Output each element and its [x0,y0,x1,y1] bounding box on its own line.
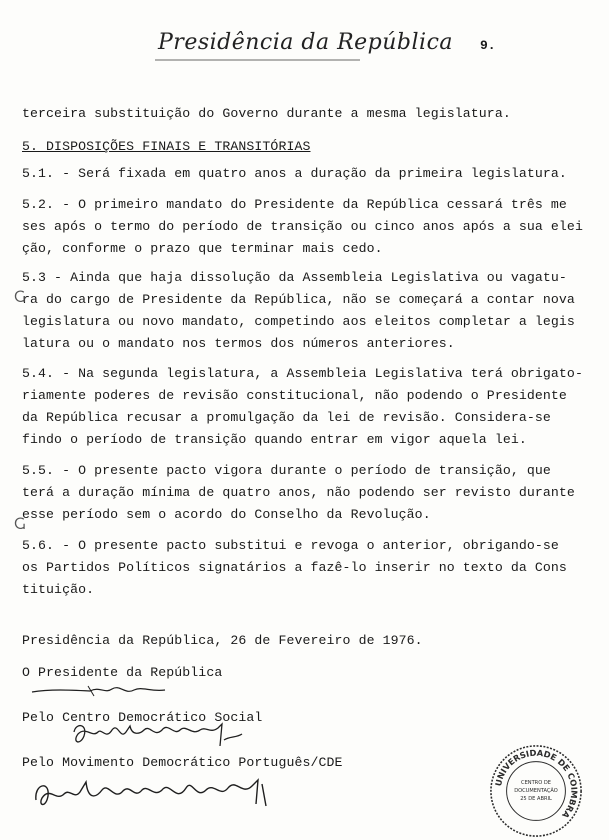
clause-5-3-line-4: latura ou o mandato nos termos dos números anteriores. [22,336,455,351]
date-line: Presidência da República, 26 de Fevereiro de 1976. [22,633,423,648]
clause-5-5-line-1: 5.5. - O presente pacto vigora durante o período de transição, que [22,463,551,478]
clause-5-4-line-4: findo o período de transição quando entrar em vigor aquela lei. [22,432,527,447]
section-heading: 5. DISPOSIÇÕES FINAIS E TRANSITÓRIAS [22,139,311,154]
clause-5-1: 5.1. - Será fixada em quatro anos a duração da primeira legislatura. [22,166,567,181]
clause-5-3-line-1: 5.3 - Ainda que haja dissolução da Assembleia Legislativa ou vagatu- [22,270,567,285]
archive-stamp [487,742,585,840]
letterhead-title: Presidência da República [158,30,454,55]
cds-signature [70,718,250,752]
signatory-mdp-label: Pelo Movimento Democrático Português/CDE [22,755,343,770]
clause-5-2-line-3: ção, conforme o prazo que terminar mais cedo. [22,241,383,256]
clause-5-3-line-3: legislatura ou novo mandato, competindo aos eleitos completar a legis [22,314,575,329]
text-line: terceira substituição do Governo durante a mesma legislatura. [22,106,511,121]
clause-5-4-line-2: riamente poderes de revisão constitucional, não podendo o Presidente [22,388,567,403]
stamp-center-line-3: 25 DE ABRIL [520,795,552,802]
clause-5-5-line-2: terá a duração mínima de quatro anos, não podendo ser revisto durante [22,485,575,500]
clause-5-4-line-1: 5.4. - Na segunda legislatura, a Assembleia Legislativa terá obrigato- [22,366,583,381]
signatory-cds-label: Pelo Centro Democrático Social [22,710,263,725]
president-signature [30,680,170,700]
mdp-signature [30,770,280,820]
letterhead-rule [155,58,365,62]
clause-5-2-line-2: ses após o termo do período de transição ou cinco anos após a sua elei [22,219,583,234]
stamp-ring-text: UNIVERSIDADE DE COIMBRA [493,747,580,821]
margin-mark: Ⴚ [14,517,26,533]
clause-5-6-line-3: tituição. [22,582,95,597]
clause-5-4-line-3: da República recusar a promulgação da lei de revisão. Considera-se [22,410,551,425]
clause-5-2-line-1: 5.2. - O primeiro mandato do Presidente da República cessará três me [22,197,567,212]
stamp-center-line-2: DOCUMENTAÇÃO [514,787,558,794]
signatory-president-label: O Presidente da República [22,665,223,680]
clause-5-3-line-2: ra do cargo de Presidente da República, não se começará a contar nova [22,292,575,307]
clause-5-6-line-2: os Partidos Políticos signatários a fazê-lo inserir no texto da Cons [22,560,567,575]
clause-5-6-line-1: 5.6. - O presente pacto substitui e revoga o anterior, obrigando-se [22,538,559,553]
stamp-center-line-1: CENTRO DE [521,780,551,787]
clause-5-5-line-3: esse período sem o acordo do Conselho da Revolução. [22,507,431,522]
page-number: 9. [480,38,496,53]
margin-mark: Ⴚ [14,290,26,306]
